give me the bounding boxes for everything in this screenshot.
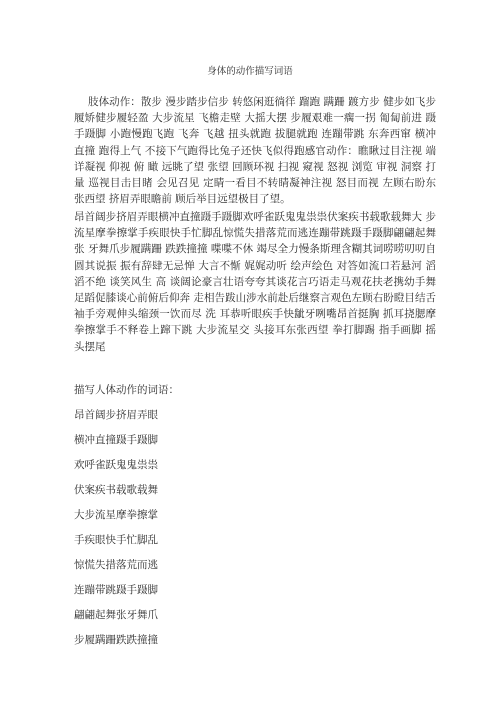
list-item: 连蹦带跳蹑手蹑脚 (74, 584, 158, 596)
list-heading: 描写人体动作的词语： (74, 384, 179, 396)
body-paragraph-2: 昂首阔步挤眉弄眼横冲直撞蹑手蹑脚欢呼雀跃鬼鬼祟祟伏案疾书载歌载舞大 步流星摩拳擦掌手疾眼快手忙脚乱惊慌失措落荒而逃连蹦带跳蹑手蹑脚翩翩起舞张 牙舞爪步履蹒跚 跌跌撞撞 喋喋不休 竭尽全力慢条斯理含糊其词唠唠叨叨自圆其说振 振有辞肆无忌惮 大言不惭 娓娓动听 绘声绘色 对答如流口若悬河 滔滔不绝 谈笑风生 高 谈阔论豪言壮语夸夸其谈花言巧语走马观花扶老携幼手舞足蹈促膝谈心前俯后仰奔 走相告跋山涉水前赴后继察言观色左顾右盼瞪目结舌袖手旁观伸头缩颈一饮而尽 洗 耳恭听眼疾手快龇牙咧嘴昂首挺胸 抓耳挠腮摩拳擦掌手不释卷上蹿下跳 大步流星交 头接耳东张西望 拳打脚踢 指手画脚 摇头摆尾 (74, 211, 436, 353)
body-paragraph-1: 肢体动作：散步 漫步踏步信步 转悠闲逛徜徉 蹓跑 蹒跚 踱方步 健步如飞步 履矫健步履轻盈 大步流星 飞檐走壁 大摇大摆 步履艰难一瘸一拐 匍匐前进 蹑手蹑脚 小跑慢跑飞跑 飞奔 飞越 扭头就跑 拔腿就跑 连蹦带跳 东奔西窜 横冲直撞 跑得上气 不接下气跑得比兔子还快飞似得跑感官动作：瞧瞅过目注视 端详凝视 仰视 俯 瞰 远眺了望 张望 回顾环视 扫视 窥视 怒视 浏览 审视 洞察 打量 巡视目击目睹 会见召见 定睛一看目不转睛凝神注视 怒目而视 左顾右盼东张西望 挤眉弄眼瞻前 顾后举目远望极目了望。 (74, 96, 436, 206)
document-title: 身体的动作描写词语 (207, 66, 293, 77)
list-item: 伏案疾书载歌载舞 (74, 484, 158, 496)
list-item: 大步流星摩拳擦掌 (74, 509, 158, 521)
list-item: 昂首阔步挤眉弄眼 (74, 409, 158, 421)
list-item: 欢呼雀跃鬼鬼祟祟 (74, 459, 158, 471)
list-item: 翩翩起舞张牙舞爪 (74, 609, 158, 621)
list-item: 横冲直撞蹑手蹑脚 (74, 434, 158, 446)
list-item: 惊慌失措落荒而逃 (74, 559, 158, 571)
list-item: 步履蹒跚跌跌撞撞 (74, 634, 158, 646)
list-item: 手疾眼快手忙脚乱 (74, 534, 158, 546)
